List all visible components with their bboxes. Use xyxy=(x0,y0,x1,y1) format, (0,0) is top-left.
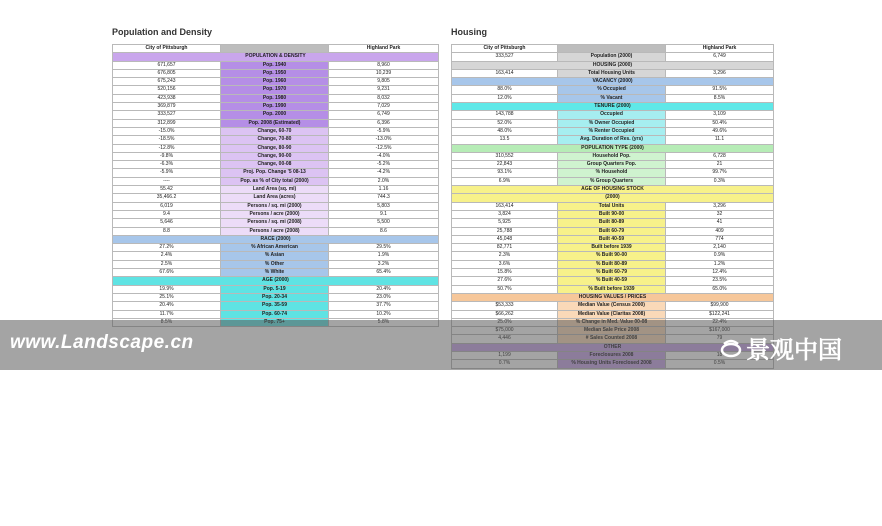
neighborhood-value: 0.3% xyxy=(666,177,774,185)
section-header-label: AGE (2000) xyxy=(113,277,439,285)
metric-label: Total Units xyxy=(558,202,666,210)
city-value: 35,466.2 xyxy=(113,194,221,202)
metric-label: Change, 70-80 xyxy=(221,136,329,144)
table-row xyxy=(452,119,774,127)
table-row xyxy=(452,269,774,277)
city-value: 25.1% xyxy=(113,293,221,301)
neighborhood-value: 21 xyxy=(666,161,774,169)
city-value: 675,243 xyxy=(113,78,221,86)
metric-label: Median Value (Claritas 2008) xyxy=(558,310,666,318)
section-header-row xyxy=(452,186,774,194)
city-value: 45,048 xyxy=(452,235,558,243)
table-row xyxy=(452,219,774,227)
neighborhood-value: 409 xyxy=(666,227,774,235)
header-city: City of Pittsburgh xyxy=(113,45,221,53)
neighborhood-value: 744.3 xyxy=(329,194,439,202)
metric-label: Pop. 1980 xyxy=(221,94,329,102)
neighborhood-value: 8,032 xyxy=(329,94,439,102)
metric-label: % Household xyxy=(558,169,666,177)
city-value: $66,262 xyxy=(452,310,558,318)
neighborhood-value: 10.2% xyxy=(329,310,439,318)
metric-label: % Renter Occupied xyxy=(558,127,666,135)
metric-label: % Built 40-59 xyxy=(558,277,666,285)
neighborhood-value: -5.2% xyxy=(329,161,439,169)
metric-label: % Owner Occupied xyxy=(558,119,666,127)
table-row xyxy=(113,152,439,160)
metric-label: % Built 80-89 xyxy=(558,260,666,268)
city-value: -12.8% xyxy=(113,144,221,152)
table-row xyxy=(452,111,774,119)
neighborhood-value: 5,500 xyxy=(329,219,439,227)
city-value: 67.6% xyxy=(113,269,221,277)
table-row xyxy=(113,111,439,119)
header-city: City of Pittsburgh xyxy=(452,45,558,53)
city-value: 671,657 xyxy=(113,61,221,69)
city-value: -5.9% xyxy=(113,169,221,177)
neighborhood-value: 37.7% xyxy=(329,302,439,310)
metric-label: Pop. 60-74 xyxy=(221,310,329,318)
table-row xyxy=(452,202,774,210)
table-row xyxy=(452,69,774,77)
neighborhood-value: 23.0% xyxy=(329,293,439,301)
table-header-row xyxy=(452,45,774,53)
metric-label: Pop. 1960 xyxy=(221,78,329,86)
metric-label: Persons / sq. mi (2000) xyxy=(221,202,329,210)
neighborhood-value: 8.5% xyxy=(666,94,774,102)
city-value: 27.6% xyxy=(452,277,558,285)
table-row xyxy=(452,227,774,235)
metric-label: Pop. 2000 xyxy=(221,111,329,119)
neighborhood-value: 3.2% xyxy=(329,260,439,268)
city-value: 423,938 xyxy=(113,94,221,102)
table-row xyxy=(113,269,439,277)
table-row xyxy=(452,169,774,177)
neighborhood-value: 2.0% xyxy=(329,177,439,185)
metric-label: Pop. as % of City total (2000) xyxy=(221,177,329,185)
table-row xyxy=(452,127,774,135)
neighborhood-value: 1.16 xyxy=(329,186,439,194)
city-value: 3,824 xyxy=(452,210,558,218)
table-row xyxy=(113,310,439,318)
city-value: 2.3% xyxy=(452,252,558,260)
neighborhood-value: 65.4% xyxy=(329,269,439,277)
table-row xyxy=(113,186,439,194)
table-row xyxy=(113,210,439,218)
metric-label: Change, 80-90 xyxy=(221,144,329,152)
city-value: 82,771 xyxy=(452,244,558,252)
section-header-row xyxy=(452,61,774,69)
table-row xyxy=(452,277,774,285)
table-row xyxy=(452,152,774,160)
metric-label: Pop. 2008 (Estimated) xyxy=(221,119,329,127)
neighborhood-value: 23.5% xyxy=(666,277,774,285)
metric-label: Pop. 1990 xyxy=(221,103,329,111)
table-row xyxy=(113,227,439,235)
table-row xyxy=(113,161,439,169)
neighborhood-value: 9,231 xyxy=(329,86,439,94)
section-header-row xyxy=(452,194,774,202)
metric-label: Change, 90-00 xyxy=(221,152,329,160)
neighborhood-value: $99,900 xyxy=(666,302,774,310)
metric-label: Built 80-89 xyxy=(558,219,666,227)
neighborhood-value: 6,749 xyxy=(666,53,774,61)
metric-label: Built before 1939 xyxy=(558,244,666,252)
neighborhood-value: 49.6% xyxy=(666,127,774,135)
table-row xyxy=(113,244,439,252)
metric-label: Built 90-00 xyxy=(558,210,666,218)
city-value: 8.8 xyxy=(113,227,221,235)
neighborhood-value: 3,296 xyxy=(666,69,774,77)
neighborhood-value: 3,109 xyxy=(666,111,774,119)
neighborhood-value: -4.2% xyxy=(329,169,439,177)
section-header-row xyxy=(452,293,774,301)
table-row xyxy=(113,202,439,210)
neighborhood-value: 20.4% xyxy=(329,285,439,293)
neighborhood-value: 5,803 xyxy=(329,202,439,210)
city-value: 333,527 xyxy=(452,53,558,61)
metric-label: Persons / acre (2000) xyxy=(221,210,329,218)
table-row xyxy=(113,127,439,135)
section-header-label: TENURE (2000) xyxy=(452,103,774,111)
neighborhood-value: 774 xyxy=(666,235,774,243)
neighborhood-value: 50.4% xyxy=(666,119,774,127)
table-row xyxy=(113,169,439,177)
neighborhood-value: 10,239 xyxy=(329,69,439,77)
city-value: 13.5 xyxy=(452,136,558,144)
table-row xyxy=(113,194,439,202)
neighborhood-value: 65.0% xyxy=(666,285,774,293)
table-row xyxy=(452,252,774,260)
metric-label: Pop. 1940 xyxy=(221,61,329,69)
header-neighborhood: Highland Park xyxy=(329,45,439,53)
city-value: -9.8% xyxy=(113,152,221,160)
table-row xyxy=(452,210,774,218)
table-row xyxy=(452,235,774,243)
neighborhood-value: 6,396 xyxy=(329,119,439,127)
table-row xyxy=(113,61,439,69)
neighborhood-value: -13.0% xyxy=(329,136,439,144)
metric-label: Change, 00-08 xyxy=(221,161,329,169)
neighborhood-value: -5.9% xyxy=(329,127,439,135)
table-row xyxy=(113,78,439,86)
metric-label: % Asian xyxy=(221,252,329,260)
section-header-label: HOUSING VALUES / PRICES xyxy=(452,293,774,301)
watermark-url: www.Landscape.cn xyxy=(10,332,194,353)
housing-title: Housing xyxy=(451,27,487,37)
neighborhood-value: 7,029 xyxy=(329,103,439,111)
city-value: 520,156 xyxy=(113,86,221,94)
metric-label: % African American xyxy=(221,244,329,252)
city-value: 3.6% xyxy=(452,260,558,268)
table-row xyxy=(452,86,774,94)
city-value: 6,019 xyxy=(113,202,221,210)
table-row xyxy=(113,285,439,293)
section-header-row xyxy=(113,277,439,285)
neighborhood-value: 32 xyxy=(666,210,774,218)
neighborhood-value: 1.9% xyxy=(329,252,439,260)
city-value: 55.42 xyxy=(113,186,221,194)
metric-label: Avg. Duration of Res. (yrs) xyxy=(558,136,666,144)
neighborhood-value: 1.2% xyxy=(666,260,774,268)
section-header-label: AGE OF HOUSING STOCK xyxy=(452,186,774,194)
section-header-label: POPULATION TYPE (2000) xyxy=(452,144,774,152)
section-header-label: POPULATION & DENSITY xyxy=(113,53,439,61)
city-value: 27.2% xyxy=(113,244,221,252)
city-value: 22,843 xyxy=(452,161,558,169)
neighborhood-value: 12.4% xyxy=(666,269,774,277)
neighborhood-value: 41 xyxy=(666,219,774,227)
table-row xyxy=(113,144,439,152)
metric-label: % Group Quarters xyxy=(558,177,666,185)
city-value: 25,788 xyxy=(452,227,558,235)
city-value: 15.8% xyxy=(452,269,558,277)
metric-label: % White xyxy=(221,269,329,277)
neighborhood-value: -12.5% xyxy=(329,144,439,152)
metric-label: Built 60-79 xyxy=(558,227,666,235)
metric-label: % Built before 1939 xyxy=(558,285,666,293)
city-value: 676,805 xyxy=(113,69,221,77)
city-value: 20.4% xyxy=(113,302,221,310)
table-row xyxy=(113,136,439,144)
section-header-row xyxy=(452,78,774,86)
table-row xyxy=(113,69,439,77)
city-value: 5,925 xyxy=(452,219,558,227)
metric-label: Persons / acre (2008) xyxy=(221,227,329,235)
section-header-label: HOUSING (2000) xyxy=(452,61,774,69)
metric-label: % Other xyxy=(221,260,329,268)
table-row xyxy=(452,302,774,310)
table-row xyxy=(452,260,774,268)
neighborhood-value: 6,728 xyxy=(666,152,774,160)
city-value: 9.4 xyxy=(113,210,221,218)
table-row xyxy=(113,260,439,268)
section-header-row xyxy=(452,103,774,111)
table-row xyxy=(113,293,439,301)
neighborhood-value: 9,805 xyxy=(329,78,439,86)
section-header-row xyxy=(113,53,439,61)
metric-label: Built 40-59 xyxy=(558,235,666,243)
metric-label: Pop. 1970 xyxy=(221,86,329,94)
watermark-brand-text: 景观中国 xyxy=(746,337,842,364)
city-value: -15.0% xyxy=(113,127,221,135)
table-row xyxy=(452,94,774,102)
city-value: 2.4% xyxy=(113,252,221,260)
table-row xyxy=(452,244,774,252)
neighborhood-value: 9.1 xyxy=(329,210,439,218)
city-value: -6.3% xyxy=(113,161,221,169)
table-row xyxy=(452,310,774,318)
metric-label: Pop. 5-19 xyxy=(221,285,329,293)
neighborhood-value: 8.6 xyxy=(329,227,439,235)
table-row xyxy=(452,285,774,293)
neighborhood-value: 29.5% xyxy=(329,244,439,252)
city-value: 2.5% xyxy=(113,260,221,268)
metric-label: Household Pop. xyxy=(558,152,666,160)
table-row xyxy=(113,119,439,127)
city-value: ---- xyxy=(113,177,221,185)
metric-label: Change, 60-70 xyxy=(221,127,329,135)
neighborhood-value: 91.5% xyxy=(666,86,774,94)
metric-label: Group Quarters Pop. xyxy=(558,161,666,169)
metric-label: Total Housing Units xyxy=(558,69,666,77)
city-value: 163,414 xyxy=(452,69,558,77)
table-row xyxy=(113,302,439,310)
table-row xyxy=(452,161,774,169)
table-row xyxy=(113,86,439,94)
city-value: 19.9% xyxy=(113,285,221,293)
city-value: 333,527 xyxy=(113,111,221,119)
city-value: 52.0% xyxy=(452,119,558,127)
table-row xyxy=(452,53,774,61)
neighborhood-value: 99.7% xyxy=(666,169,774,177)
city-value: 48.0% xyxy=(452,127,558,135)
city-value: 369,879 xyxy=(113,103,221,111)
city-value: 310,552 xyxy=(452,152,558,160)
section-header-row xyxy=(452,144,774,152)
section-header-label: RACE (2000) xyxy=(113,235,439,243)
neighborhood-value: 2,140 xyxy=(666,244,774,252)
section-header-row xyxy=(113,235,439,243)
city-value: 163,414 xyxy=(452,202,558,210)
city-value: 11.7% xyxy=(113,310,221,318)
city-value: 312,899 xyxy=(113,119,221,127)
metric-label: % Occupied xyxy=(558,86,666,94)
table-header-row xyxy=(113,45,439,53)
table-row xyxy=(113,252,439,260)
table-row xyxy=(452,177,774,185)
table-row xyxy=(113,103,439,111)
metric-label: % Vacant xyxy=(558,94,666,102)
header-blank xyxy=(558,45,666,53)
metric-label: Proj. Pop. Change '5 08-13 xyxy=(221,169,329,177)
neighborhood-value: 8,960 xyxy=(329,61,439,69)
metric-label: Pop. 35-59 xyxy=(221,302,329,310)
metric-label: Land Area (acres) xyxy=(221,194,329,202)
city-value: 12.0% xyxy=(452,94,558,102)
metric-label: Land Area (sq. mi) xyxy=(221,186,329,194)
neighborhood-value: -4.0% xyxy=(329,152,439,160)
city-value: 5,646 xyxy=(113,219,221,227)
population-density-title: Population and Density xyxy=(112,27,213,37)
header-neighborhood: Highland Park xyxy=(666,45,774,53)
header-blank xyxy=(221,45,329,53)
table-row xyxy=(113,219,439,227)
section-header-label: (2000) xyxy=(452,194,774,202)
metric-label: Median Value (Census 2000) xyxy=(558,302,666,310)
table-row xyxy=(113,177,439,185)
metric-label: Pop. 1950 xyxy=(221,69,329,77)
neighborhood-value: $122,241 xyxy=(666,310,774,318)
city-value: 93.1% xyxy=(452,169,558,177)
city-value: $53,333 xyxy=(452,302,558,310)
city-value: 143,788 xyxy=(452,111,558,119)
metric-label: Persons / sq. mi (2008) xyxy=(221,219,329,227)
table-row xyxy=(113,94,439,102)
landscape-china-logo-icon xyxy=(720,337,742,359)
neighborhood-value: 3,296 xyxy=(666,202,774,210)
metric-label: % Built 90-00 xyxy=(558,252,666,260)
section-header-label: VACANCY (2000) xyxy=(452,78,774,86)
city-value: 50.7% xyxy=(452,285,558,293)
population-density-table xyxy=(112,44,439,327)
city-value: -18.5% xyxy=(113,136,221,144)
metric-label: Population (2000) xyxy=(558,53,666,61)
table-row xyxy=(452,136,774,144)
neighborhood-value: 6,749 xyxy=(329,111,439,119)
city-value: 88.0% xyxy=(452,86,558,94)
metric-label: % Built 60-79 xyxy=(558,269,666,277)
neighborhood-value: 11.1 xyxy=(666,136,774,144)
city-value: 6.9% xyxy=(452,177,558,185)
metric-label: Occupied xyxy=(558,111,666,119)
watermark-brand xyxy=(720,330,842,365)
metric-label: Pop. 20-34 xyxy=(221,293,329,301)
neighborhood-value: 0.9% xyxy=(666,252,774,260)
